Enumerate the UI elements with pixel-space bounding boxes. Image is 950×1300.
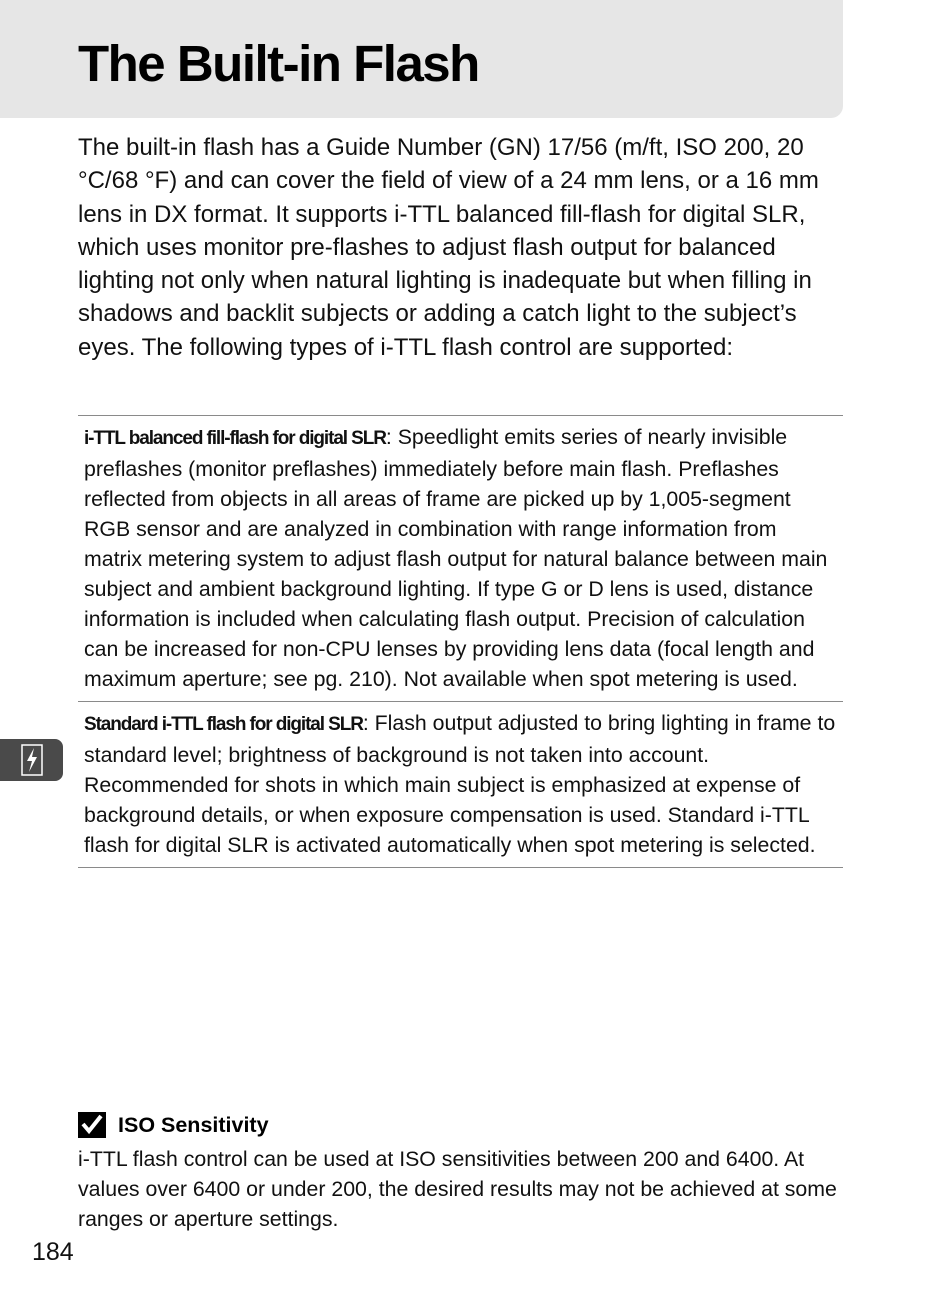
table-row [78,702,843,868]
mode-name: i-TTL balanced fill-flash for digital SLR [84,428,386,449]
intro-paragraph: The built-in flash has a Guide Number (GN) 17/56 (m/ft, ISO 200, 20 °C/68 °F) and can cover the field of view of a 24 mm lens, or a 16 mm lens in DX format. It supports i-TTL balanced fill-flash for digital SLR, which uses monitor pre-flashes to adjust flash output for balanced lighting not only when natural lighting is inadequate but when filling in shadows and backlit subjects or adding a catch light to the subject’s eyes. The following types of i-TTL flash control are supported: [78,134,819,361]
note-body: i-TTL flash control can be used at ISO sensitivities between 200 and 6400. At values over 6400 or under 200, the desired results may not be achieved at some ranges or aperture settings. [78,1147,837,1231]
chapter-tab [0,739,63,781]
flash-icon [21,744,43,776]
note-header [78,1110,848,1140]
check-icon [78,1112,106,1138]
flash-control-table [78,415,843,868]
mode-description: : Speedlight emits series of nearly invisible preflashes (monitor preflashes) immediately before main flash. Preflashes reflected from objects in all areas of frame are picked up by 1,005-segment RGB sensor and are analyzed in combination with range information from matrix metering system to adjust flash output for natural balance between main subject and ambient background lighting. If type G or D lens is used, distance information is included when calculating flash output. Precision of calculation can be increased for non-CPU lenses by providing lens data (focal length and maximum aperture; see pg. 210). Not available when spot metering is used. [84,425,828,691]
iso-sensitivity-note [78,1110,848,1234]
page-title: The Built-in Flash [78,35,479,92]
table-row [78,416,843,702]
mode-description: : Flash output adjusted to bring lighting in frame to standard level; brightness of background is not taken into account. Recommended for shots in which main subject is emphasized at expense of background details, or when exposure compensation is used. Standard i-TTL flash for digital SLR is activated automatically when spot metering is selected. [84,711,836,857]
mode-name: Standard i-TTL flash for digital SLR [84,714,363,735]
title-band [0,0,843,118]
note-title: ISO Sensitivity [118,1112,269,1137]
page-number: 184 [32,1238,74,1266]
